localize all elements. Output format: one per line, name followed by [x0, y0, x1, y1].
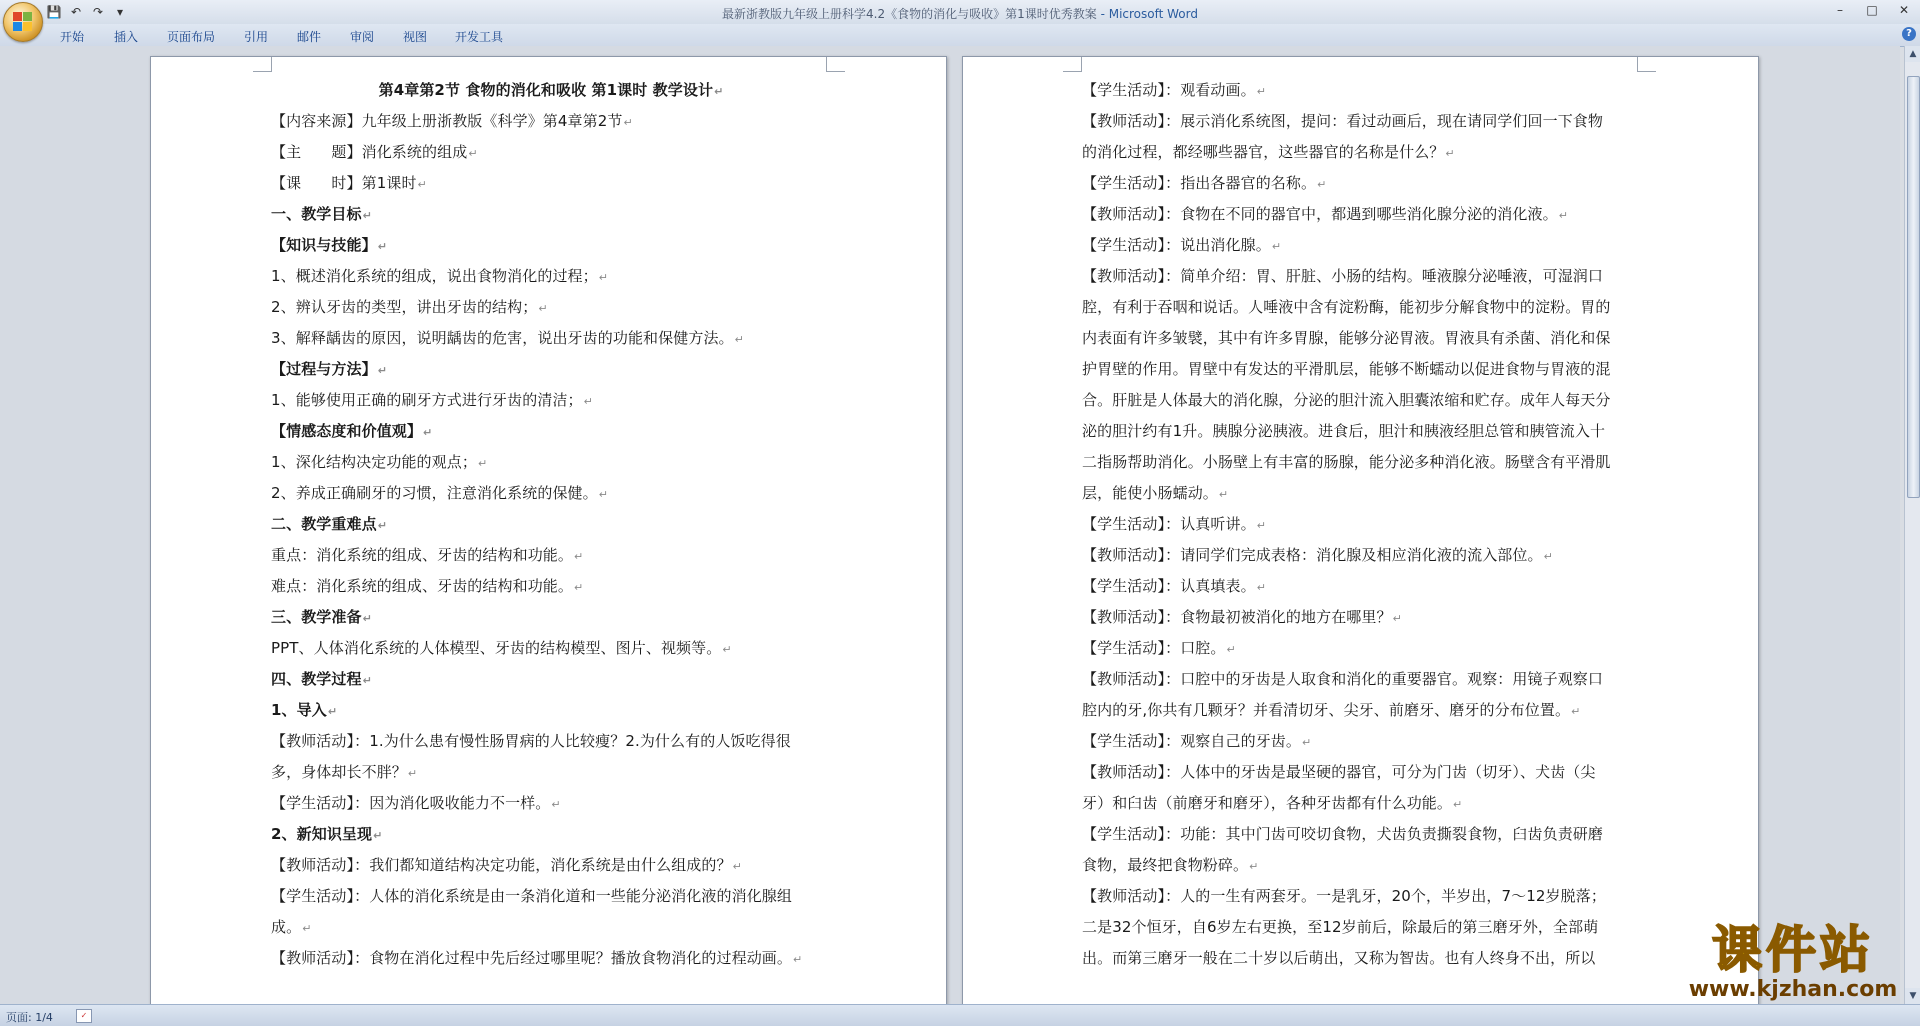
paragraph-line[interactable] — [1082, 199, 1644, 230]
paragraph-mark-icon: ↵ — [583, 395, 593, 408]
paragraph-mark-icon: ↵ — [1256, 85, 1267, 98]
page-right[interactable] — [962, 56, 1759, 1004]
paragraph-mark-icon: ↵ — [1302, 736, 1312, 749]
paragraph-mark-icon: ↵ — [1256, 519, 1267, 532]
paragraph-line[interactable] — [1082, 788, 1644, 819]
paragraph-text: 护胃壁的作用。胃壁中有发达的平滑肌层，能够不断蠕动以促进食物与胃液的混 — [1082, 360, 1611, 378]
paragraph-line[interactable] — [271, 478, 831, 509]
paragraph-text: 【教师活动】：我们都知道结构决定功能，消化系统是由什么组成的？ — [271, 856, 732, 874]
paragraph-text: 难点：消化系统的组成、牙齿的结构和功能。 — [271, 577, 574, 595]
paragraph-text: 【教师活动】：人的一生有两套牙。一是乳牙，20个，半岁出，7～12岁脱落； — [1082, 887, 1606, 905]
paragraph-text: 【学生活动】：认真听讲。 — [1082, 515, 1256, 533]
paragraph-text: 内表面有许多皱襞，其中有许多胃腺，能够分泌胃液。胃液具有杀菌、消化和保 — [1082, 329, 1611, 347]
paragraph-mark-icon: ↵ — [623, 116, 633, 129]
paragraph-line[interactable] — [271, 447, 831, 478]
scroll-down-icon[interactable]: ▼ — [1905, 988, 1920, 1004]
paragraph-line[interactable] — [1082, 230, 1644, 261]
ribbon-tabs — [0, 24, 1920, 47]
paragraph-line[interactable] — [271, 75, 831, 106]
paragraph-text: 1、能够使用正确的刷牙方式进行牙齿的清洁； — [271, 391, 583, 409]
paragraph-line[interactable] — [271, 850, 831, 881]
tab-references[interactable]: 引用 — [244, 30, 269, 44]
paragraph-text: 2、辨认牙齿的类型，讲出牙齿的结构； — [271, 298, 538, 316]
paragraph-text: 【教师活动】：展示消化系统图，提问：看过动画后，现在请同学们回一下食物 — [1082, 112, 1604, 130]
paragraph-mark-icon: ↵ — [377, 240, 388, 253]
scrollbar-thumb[interactable] — [1907, 76, 1920, 498]
watermark-title: 课件站 — [1712, 921, 1874, 979]
paragraph-text: PPT、人体消化系统的人体模型、牙齿的结构模型、图片、视频等。 — [271, 639, 722, 657]
paragraph-mark-icon: ↵ — [407, 767, 418, 780]
paragraph-line[interactable] — [271, 354, 831, 385]
paragraph-line[interactable] — [1082, 757, 1644, 788]
paragraph-line[interactable] — [1082, 75, 1644, 106]
page-left[interactable] — [150, 56, 947, 1004]
vertical-scrollbar[interactable] — [1904, 46, 1920, 1004]
paragraph-text: 泌的胆汁约有1升。胰腺分泌胰液。进食后，胆汁和胰液经胆总管和胰管流入十 — [1082, 422, 1606, 440]
paragraph-text: 成。 — [271, 918, 302, 936]
paragraph-text: 腔，有利于吞咽和说话。人唾液中含有淀粉酶，能初步分解食物中的淀粉。胃的 — [1082, 298, 1611, 316]
paragraph-line[interactable] — [1082, 354, 1644, 385]
paragraph-line[interactable] — [271, 912, 831, 943]
document-area[interactable] — [0, 46, 1900, 1004]
paragraph-text: 合。肝脏是人体最大的消化腺，分泌的胆汁流入胆囊浓缩和贮存。成年人每天分 — [1082, 391, 1611, 409]
paragraph-mark-icon: ↵ — [1392, 612, 1402, 625]
paragraph-line[interactable] — [271, 540, 831, 571]
paragraph-mark-icon: ↵ — [551, 798, 561, 811]
paragraph-line[interactable] — [1082, 261, 1644, 292]
paragraph-mark-icon: ↵ — [1256, 581, 1267, 594]
paragraph-mark-icon: ↵ — [1226, 643, 1236, 656]
title-bar — [0, 0, 1920, 24]
save-icon[interactable]: 💾 — [46, 5, 62, 19]
paragraph-text: 二、教学重难点 — [271, 515, 377, 533]
paragraph-mark-icon: ↵ — [732, 860, 742, 873]
paragraph-text: 【内容来源】九年级上册浙教版《科学》第4章第2节 — [271, 112, 623, 130]
paragraph-text: 2、新知识呈现 — [271, 825, 373, 843]
paragraph-text: 【知识与技能】 — [271, 236, 377, 254]
paragraph-text: 【主 题】消化系统的组成 — [271, 143, 468, 161]
paragraph-line[interactable] — [1082, 850, 1644, 881]
paragraph-mark-icon: ↵ — [373, 829, 383, 842]
page-count[interactable]: 页面: 1/4 — [6, 1011, 53, 1024]
paragraph-mark-icon: ↵ — [1445, 147, 1455, 160]
undo-icon[interactable]: ↶ — [70, 5, 82, 19]
paragraph-text: 【教师活动】：食物最初被消化的地方在哪里？ — [1082, 608, 1392, 626]
watermark-url: www.kjzhan.com — [1688, 977, 1898, 1002]
tab-view[interactable]: 视图 — [403, 30, 428, 44]
paragraph-mark-icon: ↵ — [377, 364, 388, 377]
paragraph-text: 【学生活动】：认真填表。 — [1082, 577, 1256, 595]
document-name: 最新浙教版九年级上册科学4.2《食物的消化与吸收》第1课时优秀教案 — [722, 7, 1097, 21]
paragraph-text: 【教师活动】：简单介绍：胃、肝脏、小肠的结构。唾液腺分泌唾液，可湿润口 — [1082, 267, 1604, 285]
paragraph-text: 二是32个恒牙，自6岁左右更换，至12岁前后，除最后的第三磨牙外，全部萌 — [1082, 918, 1599, 936]
paragraph-text: 【学生活动】：指出各器官的名称。 — [1082, 174, 1317, 192]
paragraph-mark-icon: ↵ — [302, 922, 312, 935]
maximize-button[interactable]: □ — [1866, 3, 1878, 17]
paragraph-text: 食物，最终把食物粉碎。 — [1082, 856, 1249, 874]
paragraph-mark-icon: ↵ — [362, 612, 372, 625]
paragraph-text: 1、深化结构决定功能的观点； — [271, 453, 477, 471]
paragraph-mark-icon: ↵ — [417, 178, 427, 191]
paragraph-line[interactable] — [1082, 540, 1644, 571]
paragraph-text: 【学生活动】：功能：其中门齿可咬切食物，犬齿负责撕裂食物，臼齿负责研磨 — [1082, 825, 1604, 843]
paragraph-mark-icon: ↵ — [1218, 488, 1229, 501]
paragraph-mark-icon: ↵ — [1249, 860, 1259, 873]
paragraph-mark-icon: ↵ — [1271, 240, 1282, 253]
paragraph-text: 多，身体却长不胖？ — [271, 763, 407, 781]
paragraph-mark-icon: ↵ — [1317, 178, 1327, 191]
tab-home[interactable]: 开始 — [60, 30, 85, 44]
paragraph-text: 四、教学过程 — [271, 670, 362, 688]
paragraph-text: 【学生活动】：观看动画。 — [1082, 81, 1256, 99]
paragraph-text: 腔内的牙,你共有几颗牙？并看清切牙、尖牙、前磨牙、磨牙的分布位置。 — [1082, 701, 1571, 719]
paragraph-line[interactable] — [1082, 447, 1644, 478]
paragraph-line[interactable] — [1082, 943, 1644, 974]
paragraph-mark-icon: ↵ — [793, 953, 803, 966]
paragraph-text: 三、教学准备 — [271, 608, 362, 626]
paragraph-line[interactable] — [1082, 633, 1644, 664]
paragraph-line[interactable] — [271, 385, 831, 416]
scroll-up-icon[interactable]: ▲ — [1905, 46, 1920, 62]
paragraph-line[interactable] — [1082, 664, 1644, 695]
tab-page-layout[interactable]: 页面布局 — [167, 30, 216, 44]
paragraph-line[interactable] — [1082, 137, 1644, 168]
paragraph-text: 1、导入 — [271, 701, 327, 719]
paragraph-mark-icon: ↵ — [722, 643, 732, 656]
paragraph-line[interactable] — [1082, 602, 1644, 633]
paragraph-line[interactable] — [1082, 881, 1644, 912]
window-controls — [1824, 0, 1920, 20]
status-bar — [0, 1004, 1920, 1026]
paragraph-line[interactable] — [271, 726, 831, 757]
paragraph-text: 【情感态度和价值观】 — [271, 422, 423, 440]
paragraph-mark-icon: ↵ — [574, 581, 584, 594]
paragraph-line[interactable] — [271, 137, 831, 168]
paragraph-text: 重点：消化系统的组成、牙齿的结构和功能。 — [271, 546, 574, 564]
paragraph-mark-icon: ↵ — [598, 271, 609, 284]
paragraph-text: 【教师活动】：口腔中的牙齿是人取食和消化的重要器官。观察：用镜子观察口 — [1082, 670, 1604, 688]
paragraph-line[interactable] — [1082, 292, 1644, 323]
paragraph-mark-icon: ↵ — [734, 333, 744, 346]
minimize-button[interactable]: – — [1837, 3, 1843, 17]
paragraph-line[interactable] — [1082, 726, 1644, 757]
paragraph-line[interactable] — [1082, 168, 1644, 199]
crop-mark — [253, 57, 272, 72]
paragraph-mark-icon: ↵ — [598, 488, 609, 501]
office-button[interactable] — [3, 2, 43, 42]
paragraph-line[interactable] — [271, 261, 831, 292]
paragraph-line[interactable] — [1082, 478, 1644, 509]
paragraph-mark-icon: ↵ — [1453, 798, 1463, 811]
watermark-logo — [1668, 920, 1918, 1004]
paragraph-text: 的消化过程，都经哪些器官，这些器官的名称是什么？ — [1082, 143, 1445, 161]
tab-review[interactable]: 审阅 — [350, 30, 375, 44]
paragraph-mark-icon: ↵ — [1543, 550, 1553, 563]
paragraph-mark-icon: ↵ — [362, 674, 372, 687]
paragraph-text: 【学生活动】：口腔。 — [1082, 639, 1226, 657]
paragraph-text: 一、教学目标 — [271, 205, 362, 223]
paragraph-line[interactable] — [1082, 695, 1644, 726]
paragraph-line[interactable] — [271, 323, 831, 354]
paragraph-line[interactable] — [1082, 571, 1644, 602]
tab-developer[interactable]: 开发工具 — [455, 30, 504, 44]
paragraph-line[interactable] — [271, 695, 831, 726]
paragraph-line[interactable] — [271, 788, 831, 819]
paragraph-text: 【过程与方法】 — [271, 360, 377, 378]
paragraph-text: 【教师活动】：人体中的牙齿是最坚硬的器官，可分为门齿（切牙）、犬齿（尖 — [1082, 763, 1596, 781]
paragraph-line[interactable] — [271, 106, 831, 137]
paragraph-text: 【学生活动】：观察自己的牙齿。 — [1082, 732, 1302, 750]
paragraph-text: 【课 时】第1课时 — [271, 174, 417, 192]
office-logo-icon — [13, 12, 33, 32]
paragraph-line[interactable] — [271, 168, 831, 199]
paragraph-text: 【学生活动】：因为消化吸收能力不一样。 — [271, 794, 551, 812]
paragraph-line[interactable] — [271, 602, 831, 633]
paragraph-text: 2、养成正确刷牙的习惯，注意消化系统的保健。 — [271, 484, 598, 502]
paragraph-mark-icon: ↵ — [362, 209, 372, 222]
paragraph-line[interactable] — [1082, 385, 1644, 416]
page-right-text[interactable] — [1082, 75, 1644, 974]
paragraph-mark-icon: ↵ — [377, 519, 388, 532]
help-icon[interactable]: ? — [1902, 27, 1916, 41]
paragraph-line[interactable] — [271, 199, 831, 230]
app-name: - Microsoft Word — [1096, 7, 1198, 21]
paragraph-line[interactable] — [1082, 416, 1644, 447]
page-left-text[interactable] — [271, 75, 831, 974]
paragraph-line[interactable] — [271, 292, 831, 323]
paragraph-text: 【学生活动】：人体的消化系统是由一条消化道和一些能分泌消化液的消化腺组 — [271, 887, 793, 905]
paragraph-text: 【教师活动】：1.为什么患有慢性肠胃病的人比较瘦？2.为什么有的人饭吃得很 — [271, 732, 791, 750]
proofing-icon[interactable]: ✓ — [76, 1009, 92, 1023]
paragraph-line[interactable] — [271, 943, 831, 974]
paragraph-line[interactable] — [1082, 323, 1644, 354]
crop-mark — [1063, 57, 1082, 72]
paragraph-text: 第4章第2节 食物的消化和吸收 第1课时 教学设计 — [378, 81, 714, 99]
paragraph-text: 3、解释龋齿的原因，说明龋齿的危害，说出牙齿的功能和保健方法。 — [271, 329, 734, 347]
paragraph-text: 1、概述消化系统的组成，说出食物消化的过程； — [271, 267, 598, 285]
paragraph-text: 【教师活动】：食物在消化过程中先后经过哪里呢？播放食物消化的过程动画。 — [271, 949, 793, 967]
paragraph-line[interactable] — [271, 230, 831, 261]
paragraph-line[interactable] — [271, 819, 831, 850]
paragraph-text: 【教师活动】：食物在不同的器官中，都遇到哪些消化腺分泌的消化液。 — [1082, 205, 1558, 223]
paragraph-line[interactable] — [271, 664, 831, 695]
paragraph-text: 层，能使小肠蠕动。 — [1082, 484, 1218, 502]
window-title — [0, 5, 1920, 22]
paragraph-line[interactable] — [271, 416, 831, 447]
paragraph-mark-icon: ↵ — [477, 457, 488, 470]
close-button[interactable]: ✕ — [1898, 3, 1910, 17]
paragraph-line[interactable] — [1082, 819, 1644, 850]
paragraph-text: 【教师活动】：请同学们完成表格：消化腺及相应消化液的流入部位。 — [1082, 546, 1543, 564]
paragraph-mark-icon: ↵ — [468, 147, 478, 160]
paragraph-line[interactable] — [1082, 106, 1644, 137]
paragraph-mark-icon: ↵ — [327, 705, 338, 718]
tab-mailings[interactable]: 邮件 — [297, 30, 322, 44]
paragraph-line[interactable] — [271, 757, 831, 788]
paragraph-text: 出。而第三磨牙一般在二十岁以后萌出，又称为智齿。也有人终身不出，所以 — [1082, 949, 1596, 967]
paragraph-mark-icon: ↵ — [1571, 705, 1581, 718]
paragraph-mark-icon: ↵ — [1558, 209, 1569, 222]
redo-icon[interactable]: ↷ — [92, 5, 104, 19]
paragraph-text: 牙）和臼齿（前磨牙和磨牙），各种牙齿都有什么功能。 — [1082, 794, 1453, 812]
paragraph-mark-icon: ↵ — [538, 302, 548, 315]
tab-insert[interactable]: 插入 — [114, 30, 139, 44]
paragraph-mark-icon: ↵ — [574, 550, 584, 563]
paragraph-line[interactable] — [271, 633, 831, 664]
paragraph-line[interactable] — [271, 509, 831, 540]
customize-toolbar-icon[interactable]: ▾ — [116, 5, 124, 19]
crop-mark — [1637, 57, 1656, 72]
paragraph-line[interactable] — [1082, 509, 1644, 540]
paragraph-line[interactable] — [271, 571, 831, 602]
paragraph-line[interactable] — [1082, 912, 1644, 943]
paragraph-mark-icon: ↵ — [423, 426, 433, 439]
paragraph-text: 【学生活动】：说出消化腺。 — [1082, 236, 1271, 254]
paragraph-line[interactable] — [271, 881, 831, 912]
paragraph-mark-icon: ↵ — [714, 85, 724, 98]
crop-mark — [826, 57, 845, 72]
paragraph-text: 二指肠帮助消化。小肠壁上有丰富的肠腺，能分泌多种消化液。肠壁含有平滑肌 — [1082, 453, 1611, 471]
